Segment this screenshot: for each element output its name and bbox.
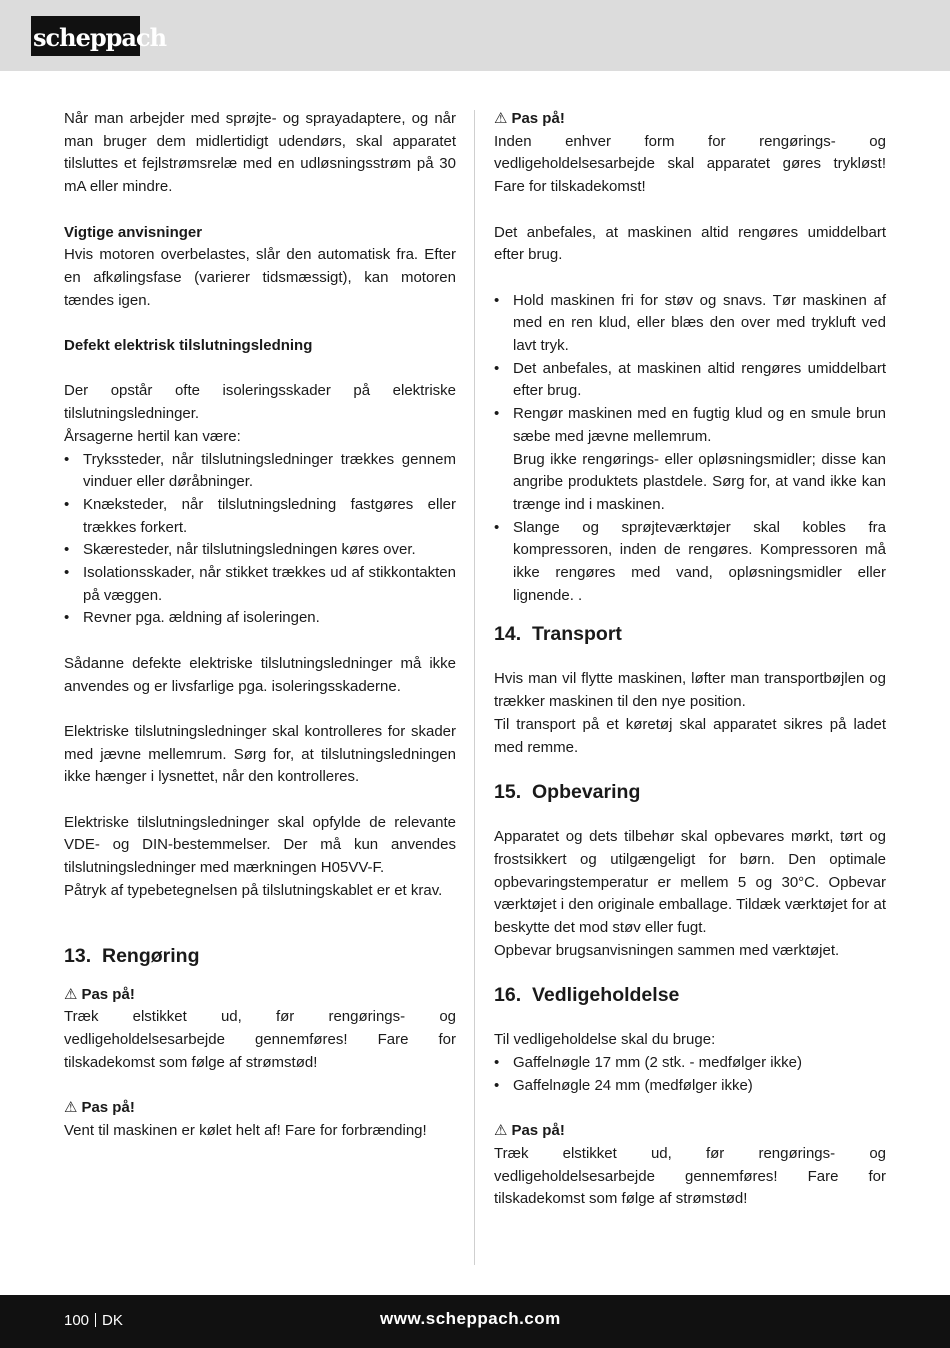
list-item-text: Hold maskinen fri for støv og snavs. Tør maskinen af med en ren klud, eller blæs den over med trykluft ved lavt tryk.: [513, 291, 886, 354]
recommend-paragraph: Det anbefales, at maskinen altid rengøres umiddelbart efter brug.: [494, 223, 886, 264]
list-item-text: Revner pga. ældning af isoleringen.: [83, 609, 320, 627]
list-item: [64, 562, 456, 607]
important-text: Hvis motoren overbelastes, slår den automatisk fra. Efter en afkølingsfase (varierer tidsmæssigt), kan motoren tændes igen.: [64, 246, 456, 309]
transport-vehicle-paragraph: Til transport på et køretøj skal apparatet sikres på ladet med remme.: [494, 715, 886, 756]
warning-triangle-icon: ⚠: [64, 985, 78, 1003]
maintenance-list: [494, 1052, 886, 1097]
section-14-heading: [494, 621, 886, 648]
list-item: [494, 1075, 886, 1098]
list-item-text: Skæresteder, når tilslutningsledningen køres over.: [83, 541, 416, 559]
bullet: •: [64, 495, 70, 513]
section-title: Vedligeholdelse: [532, 984, 680, 1007]
bullet: •: [64, 541, 70, 559]
list-item: [64, 539, 456, 562]
list-item: [64, 494, 456, 539]
list-item: [494, 290, 886, 358]
logo-text: scheppach: [33, 23, 167, 52]
section-title: Transport: [532, 623, 622, 646]
bullet: •: [64, 564, 70, 582]
page-number: [64, 1310, 123, 1333]
warning-text: Inden enhver form for rengørings- og vedligeholdelsesarbejde skal apparatet gøres trykløst! Fare for tilskadekomst!: [494, 132, 886, 196]
section-title: Opbevaring: [532, 781, 641, 804]
defect-paragraph: Der opstår ofte isoleringsskader på elektriske tilslutningsledninger.: [64, 382, 456, 423]
list-item: [494, 517, 886, 608]
cleaning-list: [494, 290, 886, 608]
bullet: •: [494, 405, 500, 423]
warning-heading: [64, 984, 456, 1007]
storage-manual-paragraph: Opbevar brugsanvisningen sammen med værktøjet.: [494, 941, 840, 959]
column-divider: [474, 110, 475, 1265]
list-item-text: Isolationsskader, når stikket trækkes ud af stikkontakten på væggen.: [83, 564, 456, 604]
storage-paragraph: Apparatet og dets tilbehør skal opbevares mørkt, tørt og frostsikkert og utilgængeligt for børn. Den optimale opbevaringstemperatur er mellem 5 og 30°C. Opbevar værktøjet i den originale emballage. Tildæk værktøjet for at beskytte det mod støv eller fugt.: [494, 828, 886, 937]
bullet: •: [494, 1076, 500, 1094]
warning-text: Træk elstikket ud, før rengørings- og vedligeholdelsesarbejde gennemføres! Fare for tilskadekomst som følge af strømstød!: [64, 1008, 456, 1071]
warning-triangle-icon: ⚠: [494, 110, 508, 127]
right-column: [494, 108, 886, 1211]
section-number: 13.: [64, 944, 92, 967]
scheppach-logo: [31, 16, 167, 56]
list-item-extra-text: Brug ikke rengørings- eller opløsningsmidler; disse kan angribe produktets plastdele. Sørg for, at vand ikke kan trænge ind i maskinen.: [513, 450, 886, 513]
list-item-text: Gaffelnøgle 24 mm (medfølger ikke): [513, 1076, 753, 1094]
section-number: 16.: [494, 984, 522, 1007]
language-code: DK: [102, 1312, 123, 1329]
bullet: •: [494, 518, 500, 536]
check-paragraph: Elektriske tilslutningsledninger skal kontrolleres for skader med jævne mellemrum. Sørg for, at tilslutningsledningen ikke hænger i lysnettet, når den kontrolleres.: [64, 722, 456, 786]
list-item-text: Slange og sprøjteværktøjer skal kobles fra kompressoren, inden de rengøres. Kompressoren må ikke rengøres med vand, opløsningsmidler eller lignende. .: [513, 518, 886, 604]
list-item: [494, 1052, 886, 1075]
warning-label: Pas på!: [81, 1099, 135, 1117]
list-item-text: Det anbefales, at maskinen altid rengøres umiddelbart efter brug.: [513, 359, 886, 400]
causes-list: [64, 449, 456, 631]
warning-label: Pas på!: [511, 110, 565, 127]
bullet: •: [494, 359, 500, 377]
bullet: •: [64, 450, 70, 468]
website-link[interactable]: www.scheppach.com: [380, 1309, 561, 1328]
section-15-heading: [494, 779, 886, 806]
warning-triangle-icon: ⚠: [494, 1122, 508, 1140]
defect-heading: Defekt elektrisk tilslutningsledning: [64, 337, 313, 354]
warning-label: Pas på!: [511, 1122, 565, 1140]
page-number-value: 100: [64, 1312, 90, 1329]
warning-text: Træk elstikket ud, før rengørings- og vedligeholdelsesarbejde gennemføres! Fare for tilskadekomst som følge af strømstød!: [494, 1144, 886, 1208]
bullet: •: [494, 291, 500, 309]
page-header: [0, 0, 950, 71]
list-item: [494, 358, 886, 403]
warning-label: Pas på!: [81, 985, 135, 1003]
list-item-text: Knæksteder, når tilslutningsledning fastgøres eller trækkes forkert.: [83, 495, 456, 536]
list-item-text: Rengør maskinen med en fugtig klud og en smule brun sæbe med jævne mellemrum.: [513, 405, 886, 445]
rcd-paragraph: Når man arbejder med sprøjte- og sprayadaptere, og når man bruger dem midlertidigt udendørs, skal apparatet tilsluttes et fejlstrømsrelæ med en udløsningsstrøm på 30 mA eller mindre.: [64, 110, 456, 196]
warning-heading: [64, 1097, 456, 1120]
list-item: [64, 449, 456, 494]
bullet: •: [64, 609, 70, 627]
list-item: [494, 403, 886, 517]
warning-heading: [494, 108, 886, 131]
warning-text: Vent til maskinen er kølet helt af! Fare for forbrænding!: [64, 1121, 427, 1139]
section-13-heading: [64, 943, 456, 970]
defect-danger-paragraph: Sådanne defekte elektriske tilslutningsledninger må ikke anvendes og er livsfarlige pga. isoleringsskaderne.: [64, 654, 456, 695]
maintenance-intro: Til vedligeholdelse skal du bruge:: [494, 1031, 716, 1049]
section-16-heading: [494, 982, 886, 1009]
list-item-text: Gaffelnøgle 17 mm (2 stk. - medfølger ikke): [513, 1054, 802, 1072]
left-column: [64, 108, 456, 1142]
page-footer: [0, 1295, 950, 1348]
vde-paragraph: Elektriske tilslutningsledninger skal opfylde de relevante VDE- og DIN-bestemmelser. Der må kun anvendes tilslutningsledninger med mærkningen H05VV-F.: [64, 813, 456, 877]
section-number: 15.: [494, 781, 522, 804]
causes-intro: Årsagerne hertil kan være:: [64, 427, 241, 445]
separator: [95, 1313, 96, 1327]
type-label-paragraph: Påtryk af typebetegnelsen på tilslutningskablet er et krav.: [64, 881, 443, 899]
important-heading: Vigtige anvisninger: [64, 223, 203, 241]
transport-paragraph: Hvis man vil flytte maskinen, løfter man transportbøjlen og trækker maskinen til den nye position.: [494, 670, 886, 711]
section-number: 14.: [494, 623, 522, 646]
section-title: Rengøring: [102, 944, 200, 967]
list-item-text: Trykssteder, når tilslutningsledninger trækkes gennem vinduer eller døråbninger.: [83, 450, 456, 491]
list-item: [64, 607, 456, 630]
bullet: •: [494, 1054, 500, 1072]
warning-heading: [494, 1120, 886, 1143]
warning-triangle-icon: ⚠: [64, 1099, 78, 1117]
